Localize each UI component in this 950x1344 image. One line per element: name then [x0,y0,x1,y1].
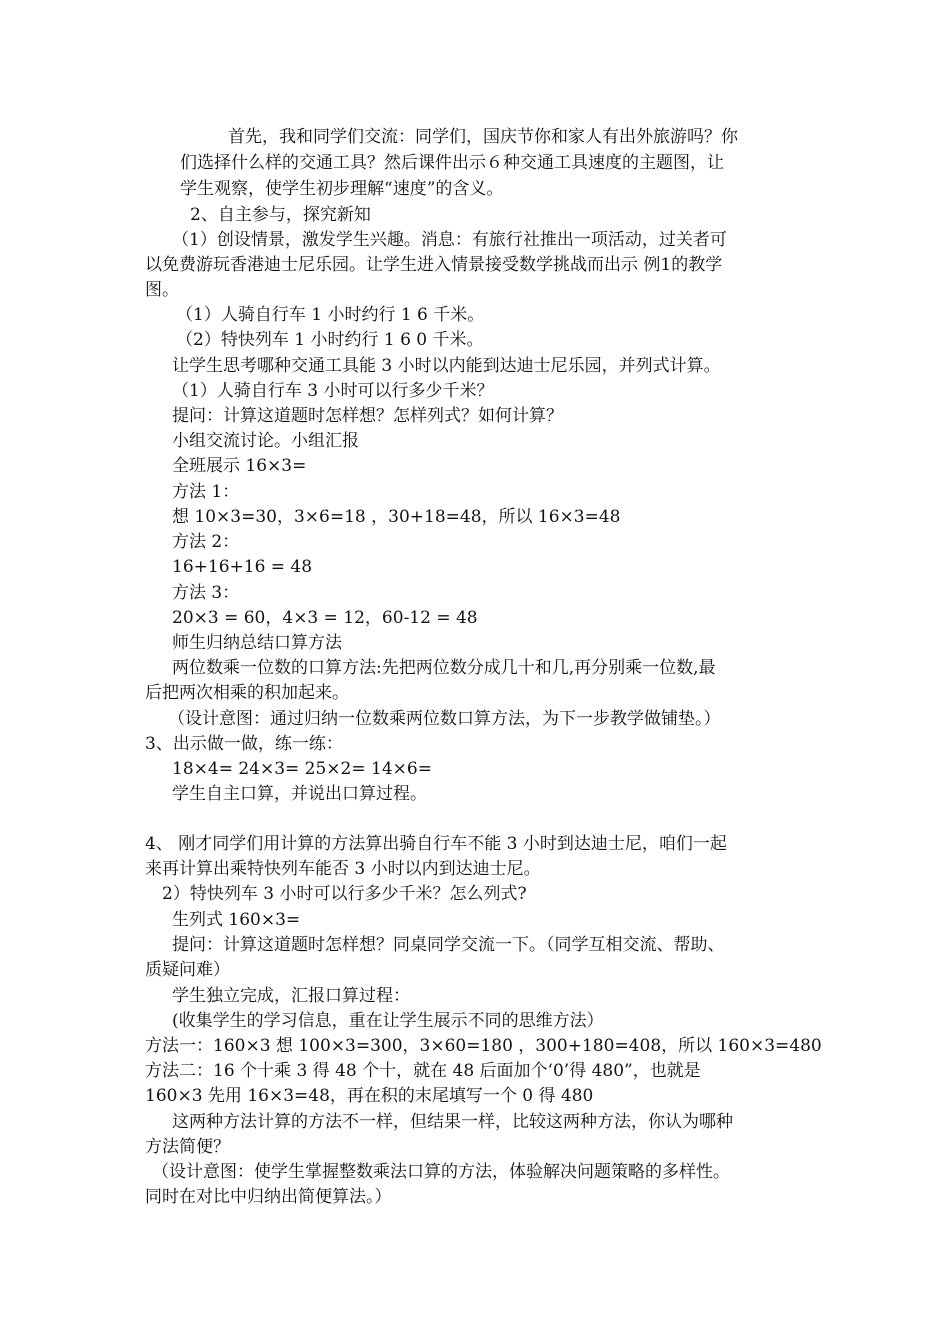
paragraph-line: 160×3 先用 16×3=48，再在积的末尾填写一个 0 得 480 [145,1086,594,1106]
paragraph-line: 学生观察，使学生初步理解“速度”的含义。 [180,179,504,199]
paragraph-line: 生列式 160×3= [172,910,301,930]
paragraph-line: （设计意图：使学生掌握整数乘法口算的方法，体验解决问题策略的多样性。 [152,1162,730,1182]
paragraph-line: 方法简便？ [145,1137,230,1157]
paragraph-line: 来再计算出乘特快列车能否 3 小时以内到达迪士尼。 [145,859,541,879]
paragraph-line: 20×3 = 60，4×3 = 12，60-12 = 48 [172,608,478,628]
paragraph-line: 学生独立完成，汇报口算过程： [172,986,410,1006]
paragraph-line: （1）人骑自行车 3 小时可以行多少千米？ [172,381,494,401]
paragraph-line: 以免费游玩香港迪士尼乐园。让学生进入情景接受数学挑战而出示 例1的教学 [145,255,723,275]
paragraph-line: 两位数乘一位数的口算方法:先把两位数分成几十和几,再分别乘一位数,最 [172,658,716,678]
paragraph-line: 16+16+16 = 48 [172,557,313,577]
paragraph-line: 18×4= 24×3= 25×2= 14×6= [172,759,432,779]
paragraph-line: 后把两次相乘的积加起来。 [145,683,349,703]
paragraph-line: 方法一：160×3 想 100×3=300，3×60=180 ，300+180=408，所以 160×3=480 [145,1036,822,1056]
paragraph-line: 全班展示 16×3= [172,456,307,476]
paragraph-line: 小组交流讨论。小组汇报 [172,431,359,451]
paragraph-line: （1）创设情景，激发学生兴趣。消息：有旅行社推出一项活动，过关者可 [172,230,727,250]
paragraph-line: 方法 2： [172,532,240,552]
paragraph-line: 这两种方法计算的方法不一样，但结果一样，比较这两种方法，你认为哪种 [172,1112,733,1132]
paragraph-line: 学生自主口算，并说出口算过程。 [172,784,427,804]
paragraph-line: （2）特快列车 1 小时约行 1 6 0 千米。 [176,330,484,350]
paragraph-line: 2）特快列车 3 小时可以行多少千米？怎么列式? [162,884,527,904]
paragraph-line: 提问：计算这道题时怎样想？怎样列式？如何计算？ [172,406,563,426]
paragraph-line: 让学生思考哪种交通工具能 3 小时以内能到达迪士尼乐园，并列式计算。 [172,356,721,376]
paragraph-line: (收集学生的学习信息，重在让学生展示不同的思维方法） [172,1011,604,1031]
paragraph-line: 提问：计算这道题时怎样想？同桌同学交流一下。（同学互相交流、帮助、 [172,935,725,955]
section-heading: 2、自主参与，探究新知 [190,205,371,225]
paragraph-line: 方法 3： [172,583,240,603]
paragraph-line: 师生归纳总结口算方法 [172,633,342,653]
paragraph-line: 方法二：16 个十乘 3 得 48 个十，就在 48 后面加个‘0’得 480”，也就是 [145,1061,701,1081]
section-heading: 3、出示做一做，练一练： [145,734,343,754]
paragraph-line: （设计意图：通过归纳一位数乘两位数口算方法，为下一步教学做铺垫。） [168,709,721,729]
paragraph-line: 同时在对比中归纳出简便算法。） [145,1187,392,1207]
paragraph-line: 方法 1： [172,482,240,502]
paragraph-line: 图。 [145,280,179,300]
paragraph-line: （1）人骑自行车 1 小时约行 1 6 千米。 [176,305,485,325]
paragraph-line: 想 10×3=30，3×6=18 ，30+18=48，所以 16×3=48 [172,507,621,527]
paragraph-line: 质疑问难） [145,960,230,980]
section-heading: 4、 刚才同学们用计算的方法算出骑自行车不能 3 小时到达迪士尼，咱们一起 [145,834,727,854]
paragraph-line: 们选择什么样的交通工具？然后课件出示６种交通工具速度的主题图，让 [180,153,724,173]
paragraph-line: 首先，我和同学们交流：同学们，国庆节你和家人有出外旅游吗？你 [228,127,738,147]
